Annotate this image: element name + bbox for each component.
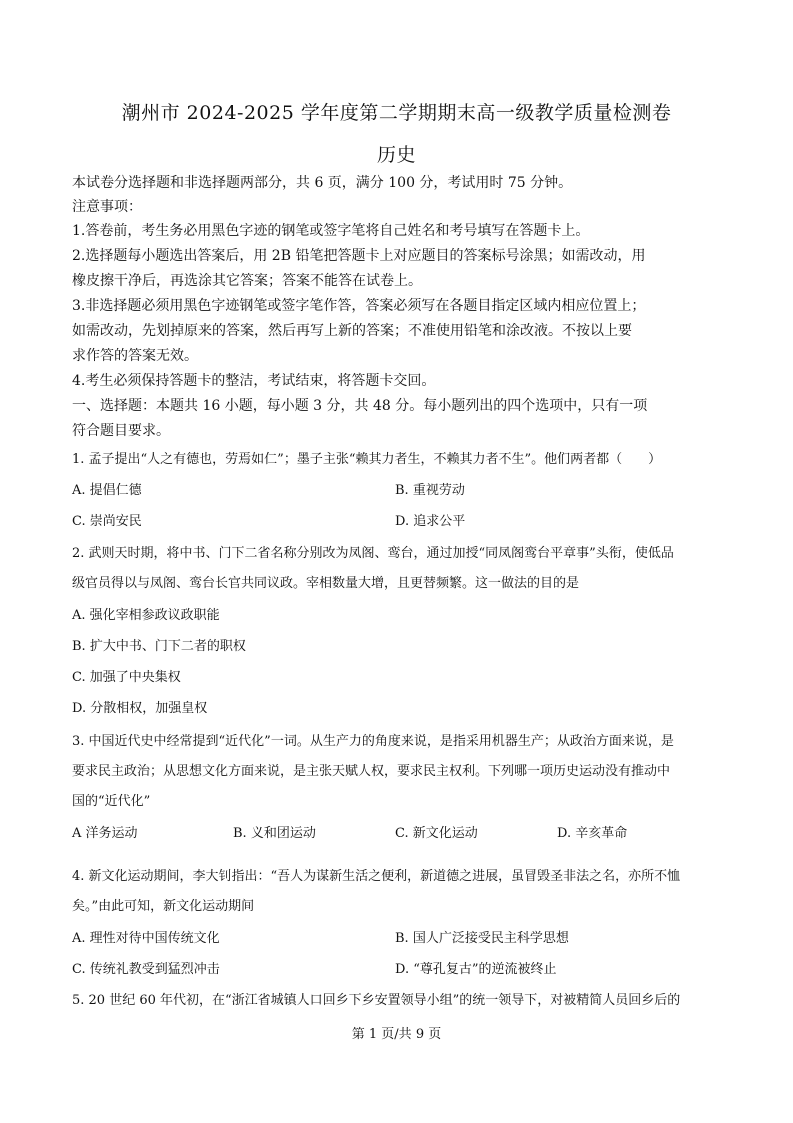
question-4-option-a: A. 理性对待中国传统文化	[72, 931, 220, 946]
question-3-stem-line-1: 3. 中国近代史中经常提到“近代化”一词。从生产力的角度来说，是指采用机器生产；从政治方面来说，是	[72, 734, 674, 749]
notice-title: 注意事项：	[72, 199, 142, 215]
question-5-stem-line-1: 5. 20 世纪 60 年代初，在“浙江省城镇人口回乡下乡安置领导小组”的统一领导下，对被精简人员回乡后的	[72, 993, 681, 1008]
notice-item-3-line-2: 如需改动，先划掉原来的答案，然后再写上新的答案；不准使用铅笔和涂改液。不按以上要	[72, 323, 632, 339]
question-2-option-d: D. 分散相权，加强皇权	[72, 701, 208, 716]
page-footer: 第 1 页/共 9 页	[351, 1027, 442, 1042]
notice-item-4: 4.考生必须保持答题卡的整洁，考试结束，将答题卡交回。	[72, 373, 436, 389]
question-1-stem: 1. 孟子提出“人之有德也，劳焉如仁”；墨子主张“赖其力者生，不赖其力者不生”。他们两者都（ ）	[72, 452, 662, 467]
question-1-option-b: B. 重视劳动	[395, 483, 465, 498]
question-4-option-c: C. 传统礼教受到猛烈冲击	[72, 962, 220, 977]
notice-item-1: 1.答卷前，考生务必用黑色字迹的钢笔或签字笔将自己姓名和考号填写在答题卡上。	[72, 223, 590, 239]
question-1-option-d: D. 追求公平	[395, 514, 466, 529]
notice-item-3-line-1: 3.非选择题必须用黑色字迹钢笔或签字笔作答，答案必须写在各题目指定区域内相应位置上；	[72, 298, 646, 314]
notice-item-2-line-1: 2.选择题每小题选出答案后，用 2B 铅笔把答题卡上对应题目的答案标号涂黑；如需改动，用	[72, 248, 646, 264]
question-3-stem-line-3: 国的“近代化”	[72, 794, 151, 809]
question-2-option-b: B. 扩大中书、门下二者的职权	[72, 639, 246, 654]
notice-item-2-line-2: 橡皮擦干净后，再选涂其它答案；答案不能答在试卷上。	[72, 273, 422, 289]
question-2-stem-line-2: 级官员得以与凤阁、鸾台长官共同议政。宰相数量大增，且更替频繁。这一做法的目的是	[72, 576, 580, 591]
question-2-stem-line-1: 2. 武则天时期，将中书、门下二省名称分别改为凤阁、鸾台，通过加授“同凤阁鸾台平章事”头衔，使低品	[72, 546, 674, 561]
instructions-intro: 本试卷分选择题和非选择题两部分，共 6 页，满分 100 分，考试用时 75 分钟。	[72, 175, 573, 191]
question-3-stem-line-2: 要求民主政治；从思想文化方面来说，是主张天赋人权，要求民主权利。下列哪一项历史运动没有推动中	[72, 764, 671, 779]
question-3-option-c: C. 新文化运动	[395, 826, 478, 841]
exam-title: 潮州市 2024-2025 学年度第二学期期末高一级教学质量检测卷	[121, 102, 672, 124]
question-3-option-b: B. 义和团运动	[233, 826, 316, 841]
question-4-option-b: B. 国人广泛接受民主科学思想	[395, 931, 569, 946]
notice-item-3-line-3: 求作答的答案无效。	[72, 348, 198, 364]
question-2-option-c: C. 加强了中央集权	[72, 670, 181, 685]
question-3-option-a: A 洋务运动	[72, 826, 138, 841]
question-3-option-d: D. 辛亥革命	[557, 826, 628, 841]
question-4-option-d: D. “尊孔复古”的逆流被终止	[395, 962, 557, 977]
section-heading-line-2: 符合题目要求。	[72, 423, 170, 439]
question-4-stem-line-1: 4. 新文化运动期间，李大钊指出：“吾人为谋新生活之便利，新道德之进展，虽冒毁圣非法之名，亦所不恤	[72, 869, 681, 884]
question-1-option-c: C. 崇尚安民	[72, 514, 142, 529]
question-1-option-a: A. 提倡仁德	[72, 483, 142, 498]
section-heading-line-1: 一、选择题：本题共 16 小题，每小题 3 分，共 48 分。每小题列出的四个选项中，只有一项	[72, 398, 648, 414]
subject-title: 历史	[376, 144, 416, 166]
question-4-stem-line-2: 矣。”由此可知，新文化运动期间	[72, 899, 255, 914]
question-2-option-a: A. 强化宰相参政议政职能	[72, 608, 220, 623]
